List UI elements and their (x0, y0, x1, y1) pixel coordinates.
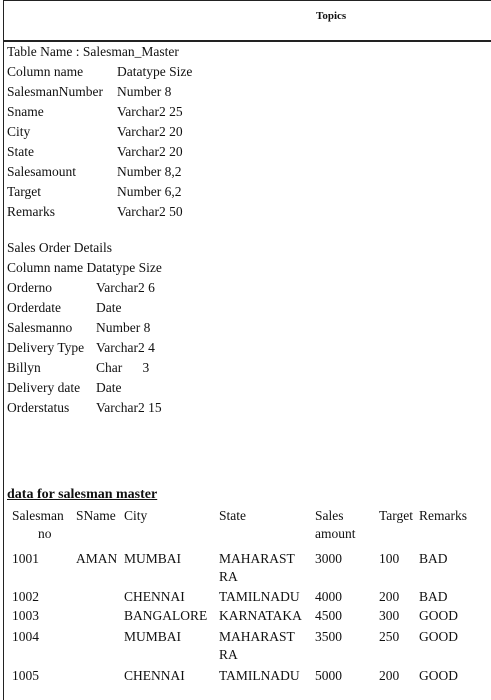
row-state (219, 628, 295, 664)
header-city: City (124, 508, 148, 523)
schema-row-name: State (7, 144, 34, 159)
row-target: 100 (379, 551, 400, 566)
row-city: MUMBAI (124, 629, 182, 644)
row-remarks: BAD (419, 551, 448, 566)
row-target: 250 (379, 629, 400, 644)
order-schema-row (7, 358, 150, 378)
schema-row-type: Varchar2 25 (117, 104, 183, 119)
row-target: 200 (379, 589, 400, 604)
header-sales-amount (315, 507, 356, 543)
schema-row (7, 182, 182, 202)
schema-row-type: Number 8 (117, 84, 172, 99)
row-no: 1003 (12, 608, 39, 623)
row-remarks: GOOD (419, 608, 458, 623)
row-state (219, 667, 300, 685)
order-schema-row-name: Delivery date (7, 380, 81, 395)
header-sname: SName (76, 508, 116, 523)
row-state-line1: TAMILNADU (219, 589, 300, 604)
sales-order-columns-header: Column name Datatype Size (7, 260, 162, 275)
header-salesman-no-line2: no (38, 526, 52, 541)
header-salesman-no (12, 507, 64, 543)
datatype-size-header: Datatype Size (117, 64, 193, 79)
schema-row-name: Target (7, 184, 42, 199)
order-schema-row-type: Date (96, 380, 122, 395)
row-remarks: BAD (419, 589, 448, 604)
header-remarks: Remarks (419, 508, 467, 523)
header-sales-amount-line2: amount (315, 526, 356, 541)
header-state: State (219, 508, 246, 523)
row-state (219, 607, 302, 625)
order-schema-row-type: Varchar2 4 (96, 340, 155, 355)
sales-order-title: Sales Order Details (7, 240, 112, 255)
order-schema-row-type: Char 3 (96, 360, 150, 375)
header-target: Target (379, 508, 414, 523)
row-city: CHENNAI (124, 668, 185, 683)
row-no: 1002 (12, 589, 39, 604)
data-section-title: data for salesman master (7, 487, 158, 502)
row-state-line1: TAMILNADU (219, 668, 300, 683)
row-state-line2: RA (219, 569, 238, 584)
row-amount: 3000 (315, 551, 342, 566)
row-amount: 3500 (315, 629, 342, 644)
row-amount: 4500 (315, 608, 342, 623)
row-amount: 5000 (315, 668, 342, 683)
order-schema-row-name: Salesmanno (7, 320, 73, 335)
row-state-line1: MAHARAST (219, 551, 295, 566)
schema-row (7, 162, 182, 182)
schema-row-type: Varchar2 20 (117, 124, 183, 139)
order-schema-row-type: Date (96, 300, 122, 315)
row-no: 1004 (12, 629, 39, 644)
row-remarks: GOOD (419, 668, 458, 683)
top-border (3, 0, 491, 1)
row-target: 300 (379, 608, 400, 623)
row-state (219, 550, 295, 586)
row-state (219, 588, 300, 606)
schema-row (7, 102, 183, 122)
order-schema-row-type: Varchar2 15 (96, 400, 162, 415)
row-state-line2: RA (219, 647, 238, 662)
order-schema-row (7, 318, 151, 338)
row-city: BANGALORE (124, 608, 208, 623)
schema-row-type: Number 6,2 (117, 184, 182, 199)
schema-row (7, 142, 183, 162)
row-no: 1001 (12, 551, 39, 566)
order-schema-row (7, 378, 122, 398)
header-title: Topics (316, 10, 347, 22)
schema-row (7, 82, 172, 102)
header-salesman-no-line1: Salesman (12, 508, 64, 523)
order-schema-row-name: Delivery Type (7, 340, 85, 355)
schema-row-name: Sname (7, 104, 44, 119)
row-sname: AMAN (76, 551, 118, 566)
order-schema-row (7, 338, 155, 358)
left-border (3, 0, 4, 700)
order-schema-row (7, 398, 162, 418)
row-amount: 4000 (315, 589, 342, 604)
order-schema-row (7, 278, 155, 298)
order-schema-row-name: Billyn (7, 360, 41, 375)
schema-row-type: Varchar2 50 (117, 204, 183, 219)
row-state-line1: KARNATAKA (219, 608, 302, 623)
column-name-header: Column name (7, 64, 84, 79)
order-schema-row-name: Orderstatus (7, 400, 70, 415)
row-remarks: GOOD (419, 629, 458, 644)
schema-row-type: Varchar2 20 (117, 144, 183, 159)
schema-columns-header (7, 62, 193, 82)
row-no: 1005 (12, 668, 39, 683)
schema-row-name: City (7, 124, 31, 139)
schema-row-name: Remarks (7, 204, 55, 219)
header-sales-amount-line1: Sales (315, 508, 344, 523)
row-target: 200 (379, 668, 400, 683)
row-city: MUMBAI (124, 551, 182, 566)
schema-row-type: Number 8,2 (117, 164, 182, 179)
order-schema-row (7, 298, 122, 318)
table-name-line: Table Name : Salesman_Master (7, 44, 179, 59)
order-schema-row-type: Number 8 (96, 320, 151, 335)
order-schema-row-type: Varchar2 6 (96, 280, 155, 295)
schema-row-name: Salesamount (7, 164, 76, 179)
order-schema-row-name: Orderno (7, 280, 52, 295)
schema-row (7, 122, 183, 142)
order-schema-row-name: Orderdate (7, 300, 61, 315)
schema-row-name: SalesmanNumber (7, 84, 103, 99)
row-state-line1: MAHARAST (219, 629, 295, 644)
row-city: CHENNAI (124, 589, 185, 604)
schema-row (7, 202, 183, 222)
